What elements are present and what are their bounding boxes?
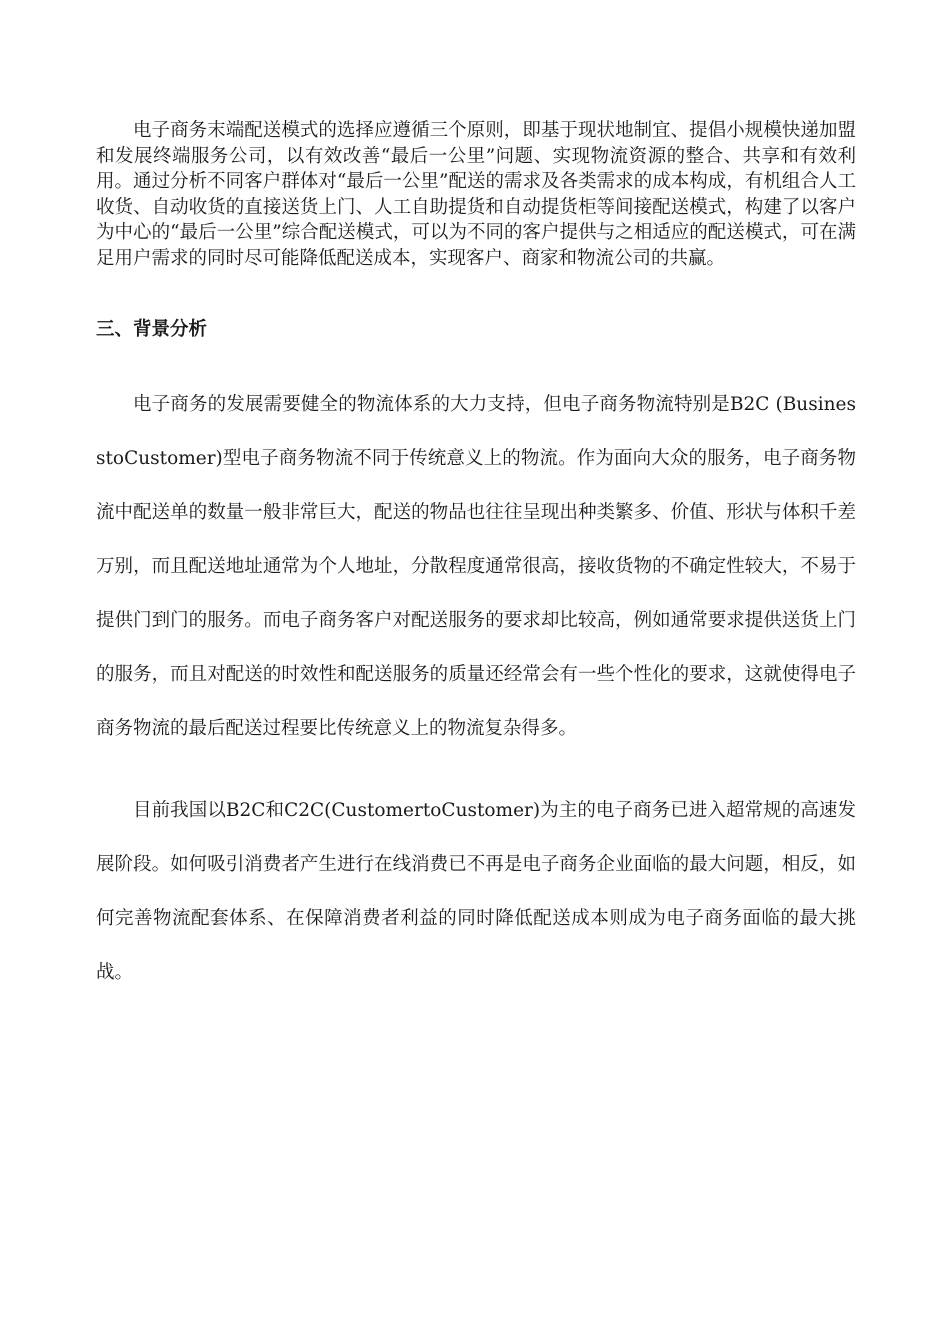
background-paragraph-1: 电子商务的发展需要健全的物流体系的大力支持，但电子商务物流特别是B2C (BusinesstoCustomer)型电子商务物流不同于传统意义上的物流。作为面向大众的服务，电子商务物流中配送单的数量一般非常巨大，配送的物品也往往呈现出种类繁多、价值、形状与体积千差万别，而且配送地址通常为个人地址，分散程度通常很高，接收货物的不确定性较大，不易于提供门到门的服务。而电子商务客户对配送服务的要求却比较高，例如通常要求提供送货上门的服务，而且对配送的时效性和配送服务的质量还经常会有一些个性化的要求，这就使得电子商务物流的最后配送过程要比传统意义上的物流复杂得多。 <box>96 394 856 739</box>
intro-paragraph: 电子商务末端配送模式的选择应遵循三个原则，即基于现状地制宜、提倡小规模快递加盟和发展终端服务公司，以有效改善“最后一公里”问题、实现物流资源的整合、共享和有效利用。通过分析不同客户群体对“最后一公里”配送的需求及各类需求的成本构成，有机组合人工收货、自动收货的直接送货上门、人工自助提货和自动提货柜等间接配送模式，构建了以客户为中心的“最后一公里”综合配送模式，可以为不同的客户提供与之相适应的配送模式，可在满足用户需求的同时尽可能降低配送成本，实现客户、商家和物流公司的共赢。 <box>96 120 856 269</box>
section-heading: 三、背景分析 <box>96 319 208 340</box>
document-page <box>96 118 856 1000</box>
background-paragraph-2: 目前我国以B2C和C2C(CustomertoCustomer)为主的电子商务已进入超常规的高速发展阶段。如何吸引消费者产生进行在线消费已不再是电子商务企业面临的最大问题，相反，如何完善物流配套体系、在保障消费者利益的同时降低配送成本则成为电子商务面临的最大挑战。 <box>96 800 856 983</box>
